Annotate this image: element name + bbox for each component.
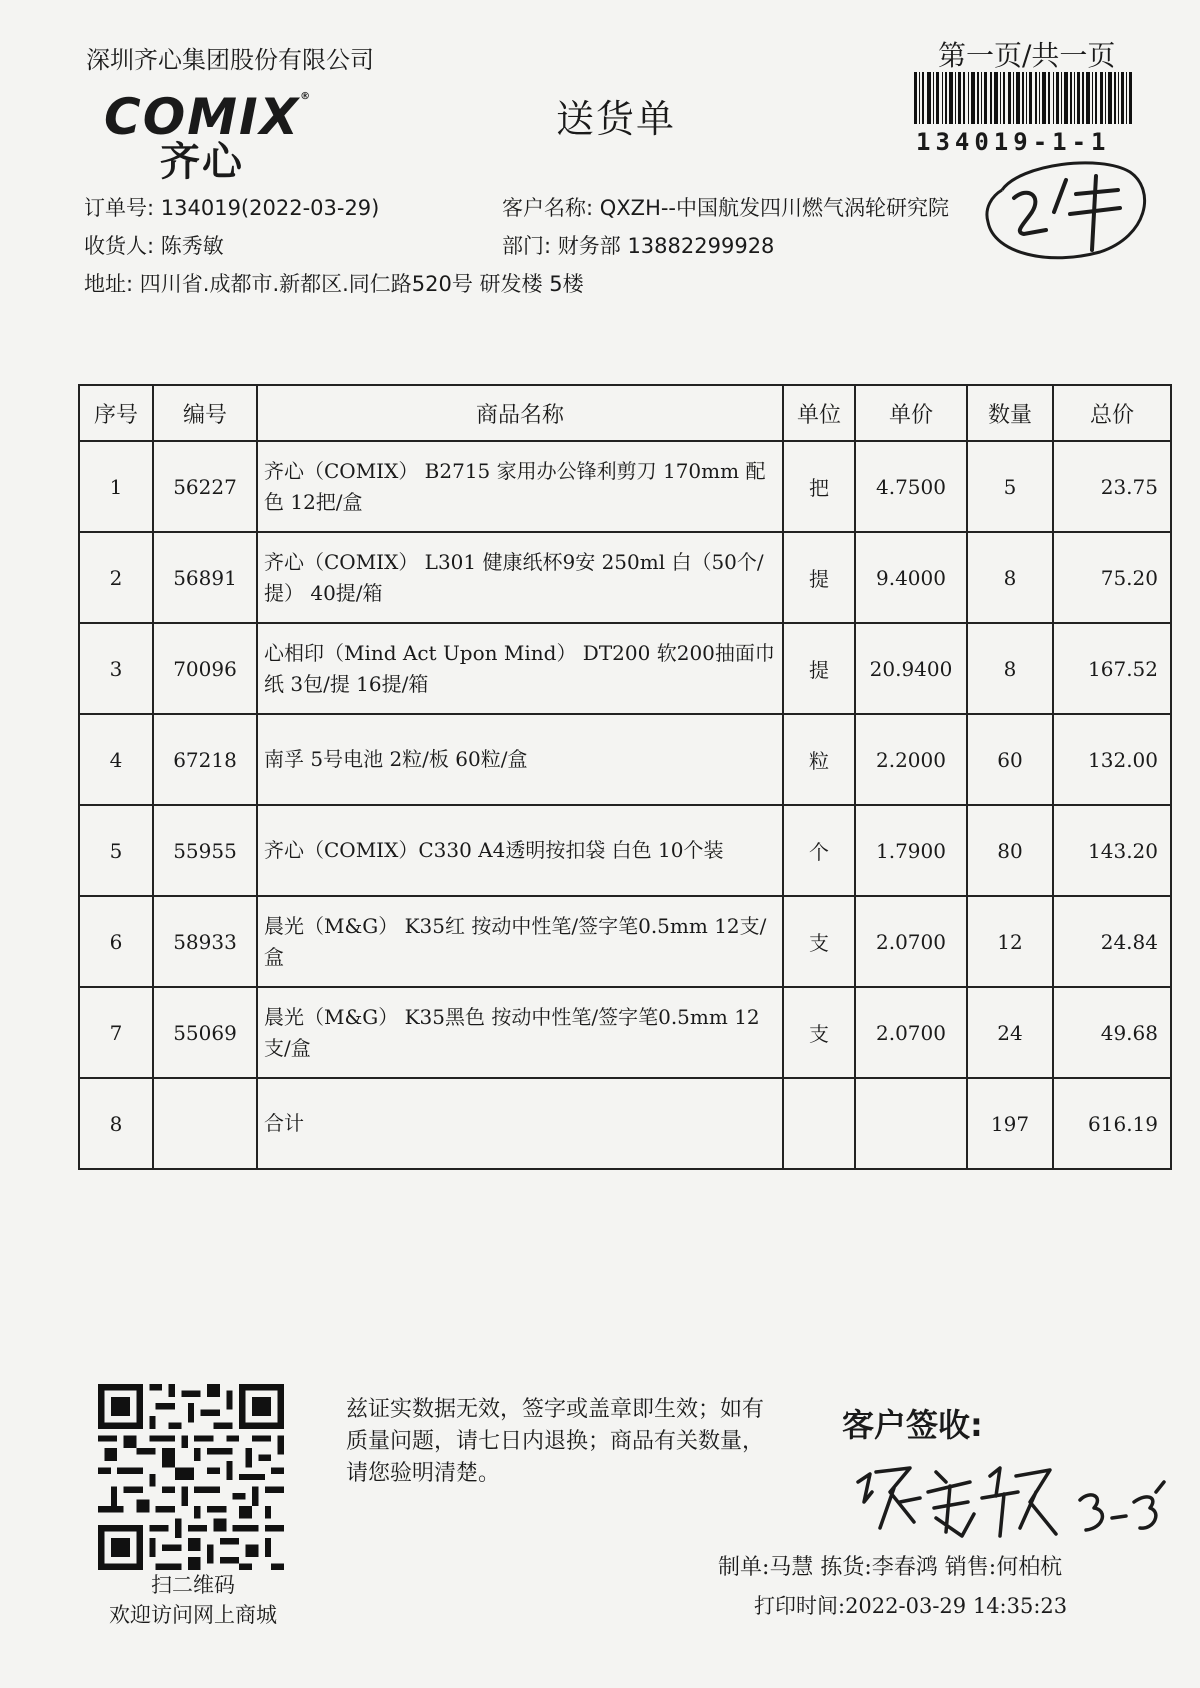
cell-total: 23.75 bbox=[1053, 441, 1171, 532]
cell-name: 齐心（COMIX）C330 A4透明按扣袋 白色 10个装 bbox=[257, 805, 783, 896]
table-header-row bbox=[79, 385, 1171, 441]
cell-qty: 8 bbox=[967, 532, 1053, 623]
handwritten-mark-icon bbox=[980, 150, 1152, 266]
table-row bbox=[79, 714, 1171, 805]
cell-qty: 60 bbox=[967, 714, 1053, 805]
table-summary-row bbox=[79, 1078, 1171, 1169]
cell-qty: 5 bbox=[967, 441, 1053, 532]
cell-total: 143.20 bbox=[1053, 805, 1171, 896]
cell-code: 58933 bbox=[153, 896, 257, 987]
staff-line: 制单:马慧 拣货:李春鸿 销售:何柏杭 bbox=[718, 1555, 1063, 1580]
cell-qty: 24 bbox=[967, 987, 1053, 1078]
cell-unit: 提 bbox=[783, 623, 855, 714]
page-info: 第一页/共一页 bbox=[938, 39, 1116, 72]
cell-unit: 把 bbox=[783, 441, 855, 532]
cell-name: 晨光（M&G） K35黑色 按动中性笔/签字笔0.5mm 12支/盒 bbox=[257, 987, 783, 1078]
print-time: 打印时间:2022-03-29 14:35:23 bbox=[754, 1594, 1068, 1618]
cell-price bbox=[855, 1078, 967, 1169]
cell-unit bbox=[783, 1078, 855, 1169]
cell-unit: 个 bbox=[783, 805, 855, 896]
cell-price: 1.7900 bbox=[855, 805, 967, 896]
cell-name: 齐心（COMIX） L301 健康纸杯9安 250ml 白（50个/提） 40提/箱 bbox=[257, 532, 783, 623]
receiver: 收货人: 陈秀敏 bbox=[84, 234, 224, 258]
cell-name: 合计 bbox=[257, 1078, 783, 1169]
table-row bbox=[79, 441, 1171, 532]
cell-seq: 4 bbox=[79, 714, 153, 805]
header-code: 编号 bbox=[153, 385, 257, 441]
department: 部门: 财务部 13882299928 bbox=[502, 234, 775, 258]
header-qty: 数量 bbox=[967, 385, 1053, 441]
cell-qty: 8 bbox=[967, 623, 1053, 714]
qr-code-icon[interactable] bbox=[98, 1384, 284, 1570]
cell-price: 2.0700 bbox=[855, 896, 967, 987]
cell-price: 20.9400 bbox=[855, 623, 967, 714]
cell-name: 南孚 5号电池 2粒/板 60粒/盒 bbox=[257, 714, 783, 805]
cell-code: 70096 bbox=[153, 623, 257, 714]
signature-icon bbox=[850, 1452, 1170, 1542]
header-unit: 单位 bbox=[783, 385, 855, 441]
cell-name: 晨光（M&G） K35红 按动中性笔/签字笔0.5mm 12支/盒 bbox=[257, 896, 783, 987]
cell-total: 24.84 bbox=[1053, 896, 1171, 987]
cell-name: 齐心（COMIX） B2715 家用办公锋利剪刀 170mm 配色 12把/盒 bbox=[257, 441, 783, 532]
barcode-number: 134019-1-1 bbox=[916, 128, 1111, 156]
cell-price: 2.0700 bbox=[855, 987, 967, 1078]
table-row bbox=[79, 532, 1171, 623]
cell-code: 56227 bbox=[153, 441, 257, 532]
cell-qty-total: 197 bbox=[967, 1078, 1053, 1169]
cell-seq: 7 bbox=[79, 987, 153, 1078]
cell-code: 55069 bbox=[153, 987, 257, 1078]
cell-seq: 6 bbox=[79, 896, 153, 987]
document-title: 送货单 bbox=[556, 97, 677, 141]
cell-unit: 提 bbox=[783, 532, 855, 623]
cell-qty: 80 bbox=[967, 805, 1053, 896]
customer-name: 客户名称: QXZH--中国航发四川燃气涡轮研究院 bbox=[502, 196, 950, 220]
logo-text-cn: 齐心 bbox=[160, 139, 244, 185]
cell-price: 4.7500 bbox=[855, 441, 967, 532]
cell-unit: 支 bbox=[783, 987, 855, 1078]
cell-price: 2.2000 bbox=[855, 714, 967, 805]
cell-code: 56891 bbox=[153, 532, 257, 623]
cell-grand-total: 616.19 bbox=[1053, 1078, 1171, 1169]
header-seq: 序号 bbox=[79, 385, 153, 441]
notice-text: 兹证实数据无效，签字或盖章即生效；如有质量问题，请七日内退换；商品有关数量，请您验明清楚。 bbox=[346, 1397, 765, 1486]
cell-seq: 5 bbox=[79, 805, 153, 896]
cell-seq: 8 bbox=[79, 1078, 153, 1169]
order-number: 订单号: 134019(2022-03-29) bbox=[84, 196, 380, 220]
table-row bbox=[79, 987, 1171, 1078]
barcode-icon bbox=[914, 72, 1132, 124]
cell-total: 167.52 bbox=[1053, 623, 1171, 714]
address: 地址: 四川省.成都市.新都区.同仁路520号 研发楼 5楼 bbox=[84, 272, 584, 296]
cell-name: 心相印（Mind Act Upon Mind） DT200 软200抽面巾纸 3包/提 16提/箱 bbox=[257, 623, 783, 714]
table-row bbox=[79, 623, 1171, 714]
cell-code: 55955 bbox=[153, 805, 257, 896]
cell-seq: 2 bbox=[79, 532, 153, 623]
table-row bbox=[79, 805, 1171, 896]
cell-price: 9.4000 bbox=[855, 532, 967, 623]
cell-seq: 1 bbox=[79, 441, 153, 532]
cell-seq: 3 bbox=[79, 623, 153, 714]
company-name: 深圳齐心集团股份有限公司 bbox=[86, 46, 374, 74]
table-row bbox=[79, 896, 1171, 987]
goods-table bbox=[78, 384, 1172, 1170]
cell-unit: 粒 bbox=[783, 714, 855, 805]
cell-total: 75.20 bbox=[1053, 532, 1171, 623]
cell-code: 67218 bbox=[153, 714, 257, 805]
header-name: 商品名称 bbox=[257, 385, 783, 441]
header-price: 单价 bbox=[855, 385, 967, 441]
logo-text-en: COMIX® bbox=[104, 88, 313, 146]
header-total: 总价 bbox=[1053, 385, 1171, 441]
cell-qty: 12 bbox=[967, 896, 1053, 987]
comix-logo bbox=[104, 88, 344, 185]
cell-total: 49.68 bbox=[1053, 987, 1171, 1078]
qr-caption: 扫二维码 欢迎访问网上商城 bbox=[109, 1573, 277, 1628]
customer-sign-label: 客户签收: bbox=[842, 1406, 983, 1444]
cell-unit: 支 bbox=[783, 896, 855, 987]
cell-total: 132.00 bbox=[1053, 714, 1171, 805]
cell-code bbox=[153, 1078, 257, 1169]
